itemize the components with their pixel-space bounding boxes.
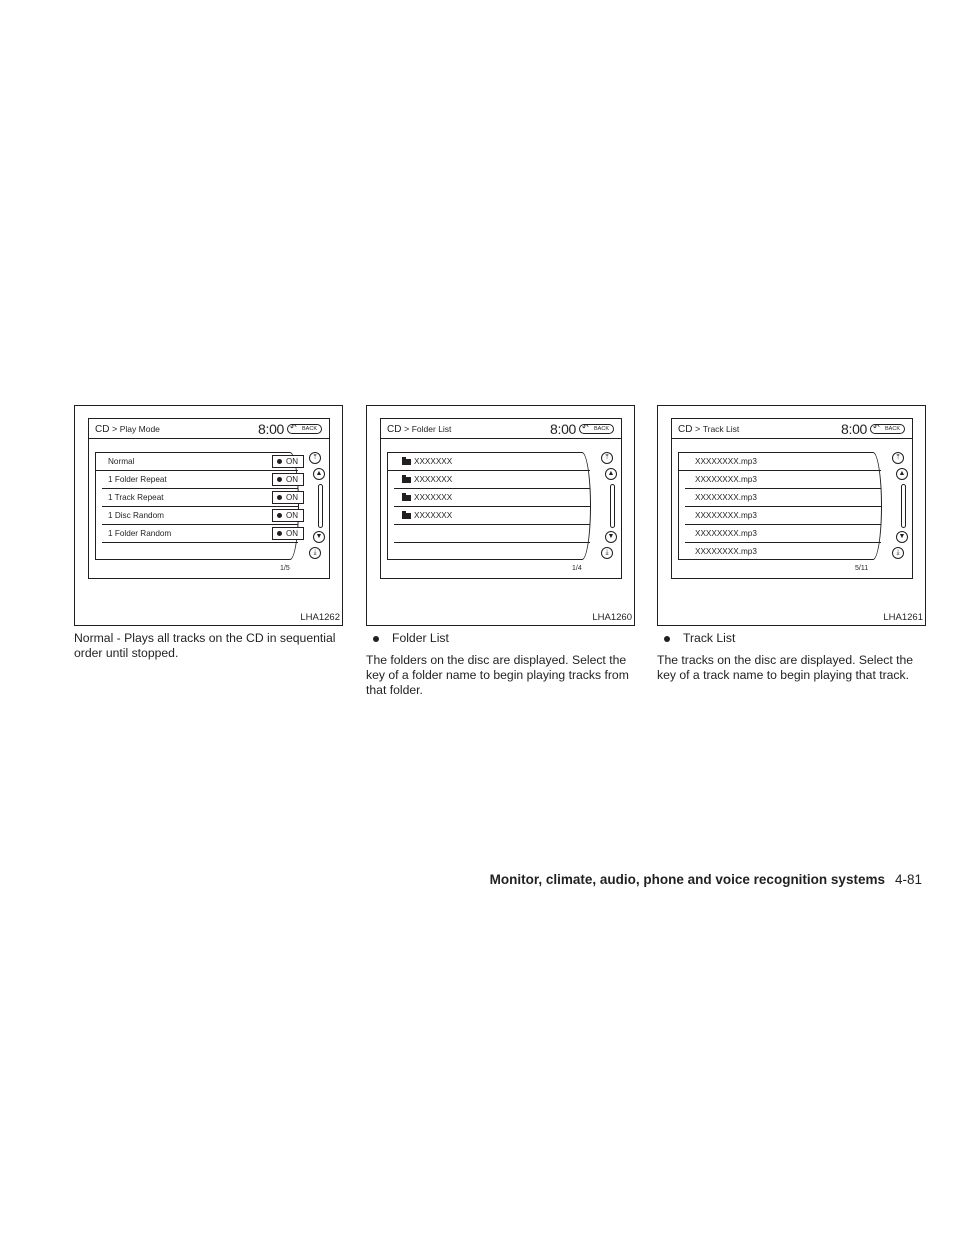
screen-play-mode: [88, 418, 330, 579]
list-item[interactable]: XXXXXXXX.mp3: [685, 507, 881, 525]
scrollbar[interactable]: [318, 484, 323, 528]
list-item[interactable]: 1 Folder Random ON: [102, 525, 298, 543]
scroll-down-icon[interactable]: ▼: [313, 531, 325, 543]
on-indicator[interactable]: ON: [272, 473, 304, 486]
caption-track-list: Track List The tracks on the disc are displayed. Select the key of a track name to begin playing that track.: [657, 631, 929, 683]
list-item[interactable]: XXXXXXXX.mp3: [685, 471, 881, 489]
dot-icon: [277, 495, 282, 500]
screen-header: [381, 419, 621, 439]
on-indicator[interactable]: ON: [272, 509, 304, 522]
page-number: 4-81: [894, 872, 922, 887]
list-item[interactable]: [394, 525, 590, 543]
back-arrow-icon: ↶: [290, 423, 297, 432]
list-item[interactable]: XXXXXXX: [394, 507, 590, 525]
figure-code: LHA1261: [883, 612, 923, 623]
back-button[interactable]: ↶ BACK: [579, 424, 614, 434]
bullet-track-list: Track List: [657, 631, 929, 646]
list-item[interactable]: 1 Disc Random ON: [102, 507, 298, 525]
clock: 8:00: [841, 421, 868, 437]
page-footer: [490, 872, 922, 887]
page-up-icon[interactable]: ⤒: [601, 452, 613, 464]
track-list: [678, 452, 882, 560]
scrollbar[interactable]: [901, 484, 906, 528]
list-item[interactable]: XXXXXXXX.mp3: [695, 547, 757, 556]
clock: 8:00: [550, 421, 577, 437]
page-count: 1/5: [280, 565, 290, 572]
dot-icon: [277, 477, 282, 482]
figure-play-mode: [74, 405, 343, 626]
dot-icon: [277, 531, 282, 536]
clock: 8:00: [258, 421, 285, 437]
folder-list: [387, 452, 591, 560]
back-button[interactable]: ↶ BACK: [287, 424, 322, 434]
bullet-folder-list: Folder List: [366, 631, 638, 646]
breadcrumb: CD > Track List: [678, 424, 740, 435]
back-arrow-icon: ↶: [873, 423, 880, 432]
caption-folder-list: Folder List The folders on the disc are displayed. Select the key of a folder name to begin playing tracks from that folder.: [366, 631, 638, 698]
list-item[interactable]: XXXXXXXX.mp3: [679, 453, 881, 471]
screen-header: [89, 419, 329, 439]
page-up-icon[interactable]: ⤒: [309, 452, 321, 464]
folder-icon: [402, 495, 411, 501]
list-item[interactable]: 1 Folder Repeat ON: [102, 471, 298, 489]
page-count: 5/11: [855, 565, 869, 572]
figure-folder-list: [366, 405, 635, 626]
folder-icon: [402, 513, 411, 519]
bullet-icon: [664, 636, 670, 642]
scroll-up-icon[interactable]: ▲: [313, 468, 325, 480]
figure-code: LHA1260: [592, 612, 632, 623]
folder-icon: [402, 477, 411, 483]
page-count: 1/4: [572, 565, 582, 572]
chevron-right-icon: >: [403, 424, 412, 434]
back-arrow-icon: ↶: [582, 423, 589, 432]
scroll-up-icon[interactable]: ▲: [896, 468, 908, 480]
on-indicator[interactable]: ON: [272, 491, 304, 504]
screen-track-list: [671, 418, 913, 579]
chevron-right-icon: >: [694, 424, 703, 434]
dot-icon: [277, 513, 282, 518]
on-indicator[interactable]: ON: [272, 527, 304, 540]
page-down-icon[interactable]: ⤓: [601, 547, 613, 559]
figure-code: LHA1262: [300, 612, 340, 623]
chevron-right-icon: >: [111, 424, 120, 434]
list-item[interactable]: XXXXXXX: [388, 453, 590, 471]
dot-icon: [277, 459, 282, 464]
list-item[interactable]: XXXXXXXX.mp3: [685, 525, 881, 543]
scroll-down-icon[interactable]: ▼: [605, 531, 617, 543]
list-item[interactable]: XXXXXXXX.mp3: [685, 489, 881, 507]
page-up-icon[interactable]: ⤒: [892, 452, 904, 464]
bullet-icon: [373, 636, 379, 642]
back-button[interactable]: ↶ BACK: [870, 424, 905, 434]
breadcrumb: CD > Play Mode: [95, 424, 160, 435]
figure-track-list: [657, 405, 926, 626]
screen-header: [672, 419, 912, 439]
breadcrumb: CD > Folder List: [387, 424, 452, 435]
screen-folder-list: [380, 418, 622, 579]
scrollbar[interactable]: [610, 484, 615, 528]
on-indicator[interactable]: ON: [272, 455, 304, 468]
page-down-icon[interactable]: ⤓: [309, 547, 321, 559]
folder-icon: [402, 459, 411, 465]
scroll-up-icon[interactable]: ▲: [605, 468, 617, 480]
scroll-down-icon[interactable]: ▼: [896, 531, 908, 543]
list-item[interactable]: XXXXXXX: [394, 489, 590, 507]
list-item[interactable]: XXXXXXX: [394, 471, 590, 489]
page-down-icon[interactable]: ⤓: [892, 547, 904, 559]
list-item[interactable]: 1 Track Repeat ON: [102, 489, 298, 507]
section-title: Monitor, climate, audio, phone and voice recognition systems: [489, 872, 885, 887]
list-item[interactable]: Normal ON: [96, 453, 298, 471]
play-mode-list: [95, 452, 299, 560]
caption-play-mode: Normal - Plays all tracks on the CD in sequential order until stopped.: [74, 631, 336, 660]
